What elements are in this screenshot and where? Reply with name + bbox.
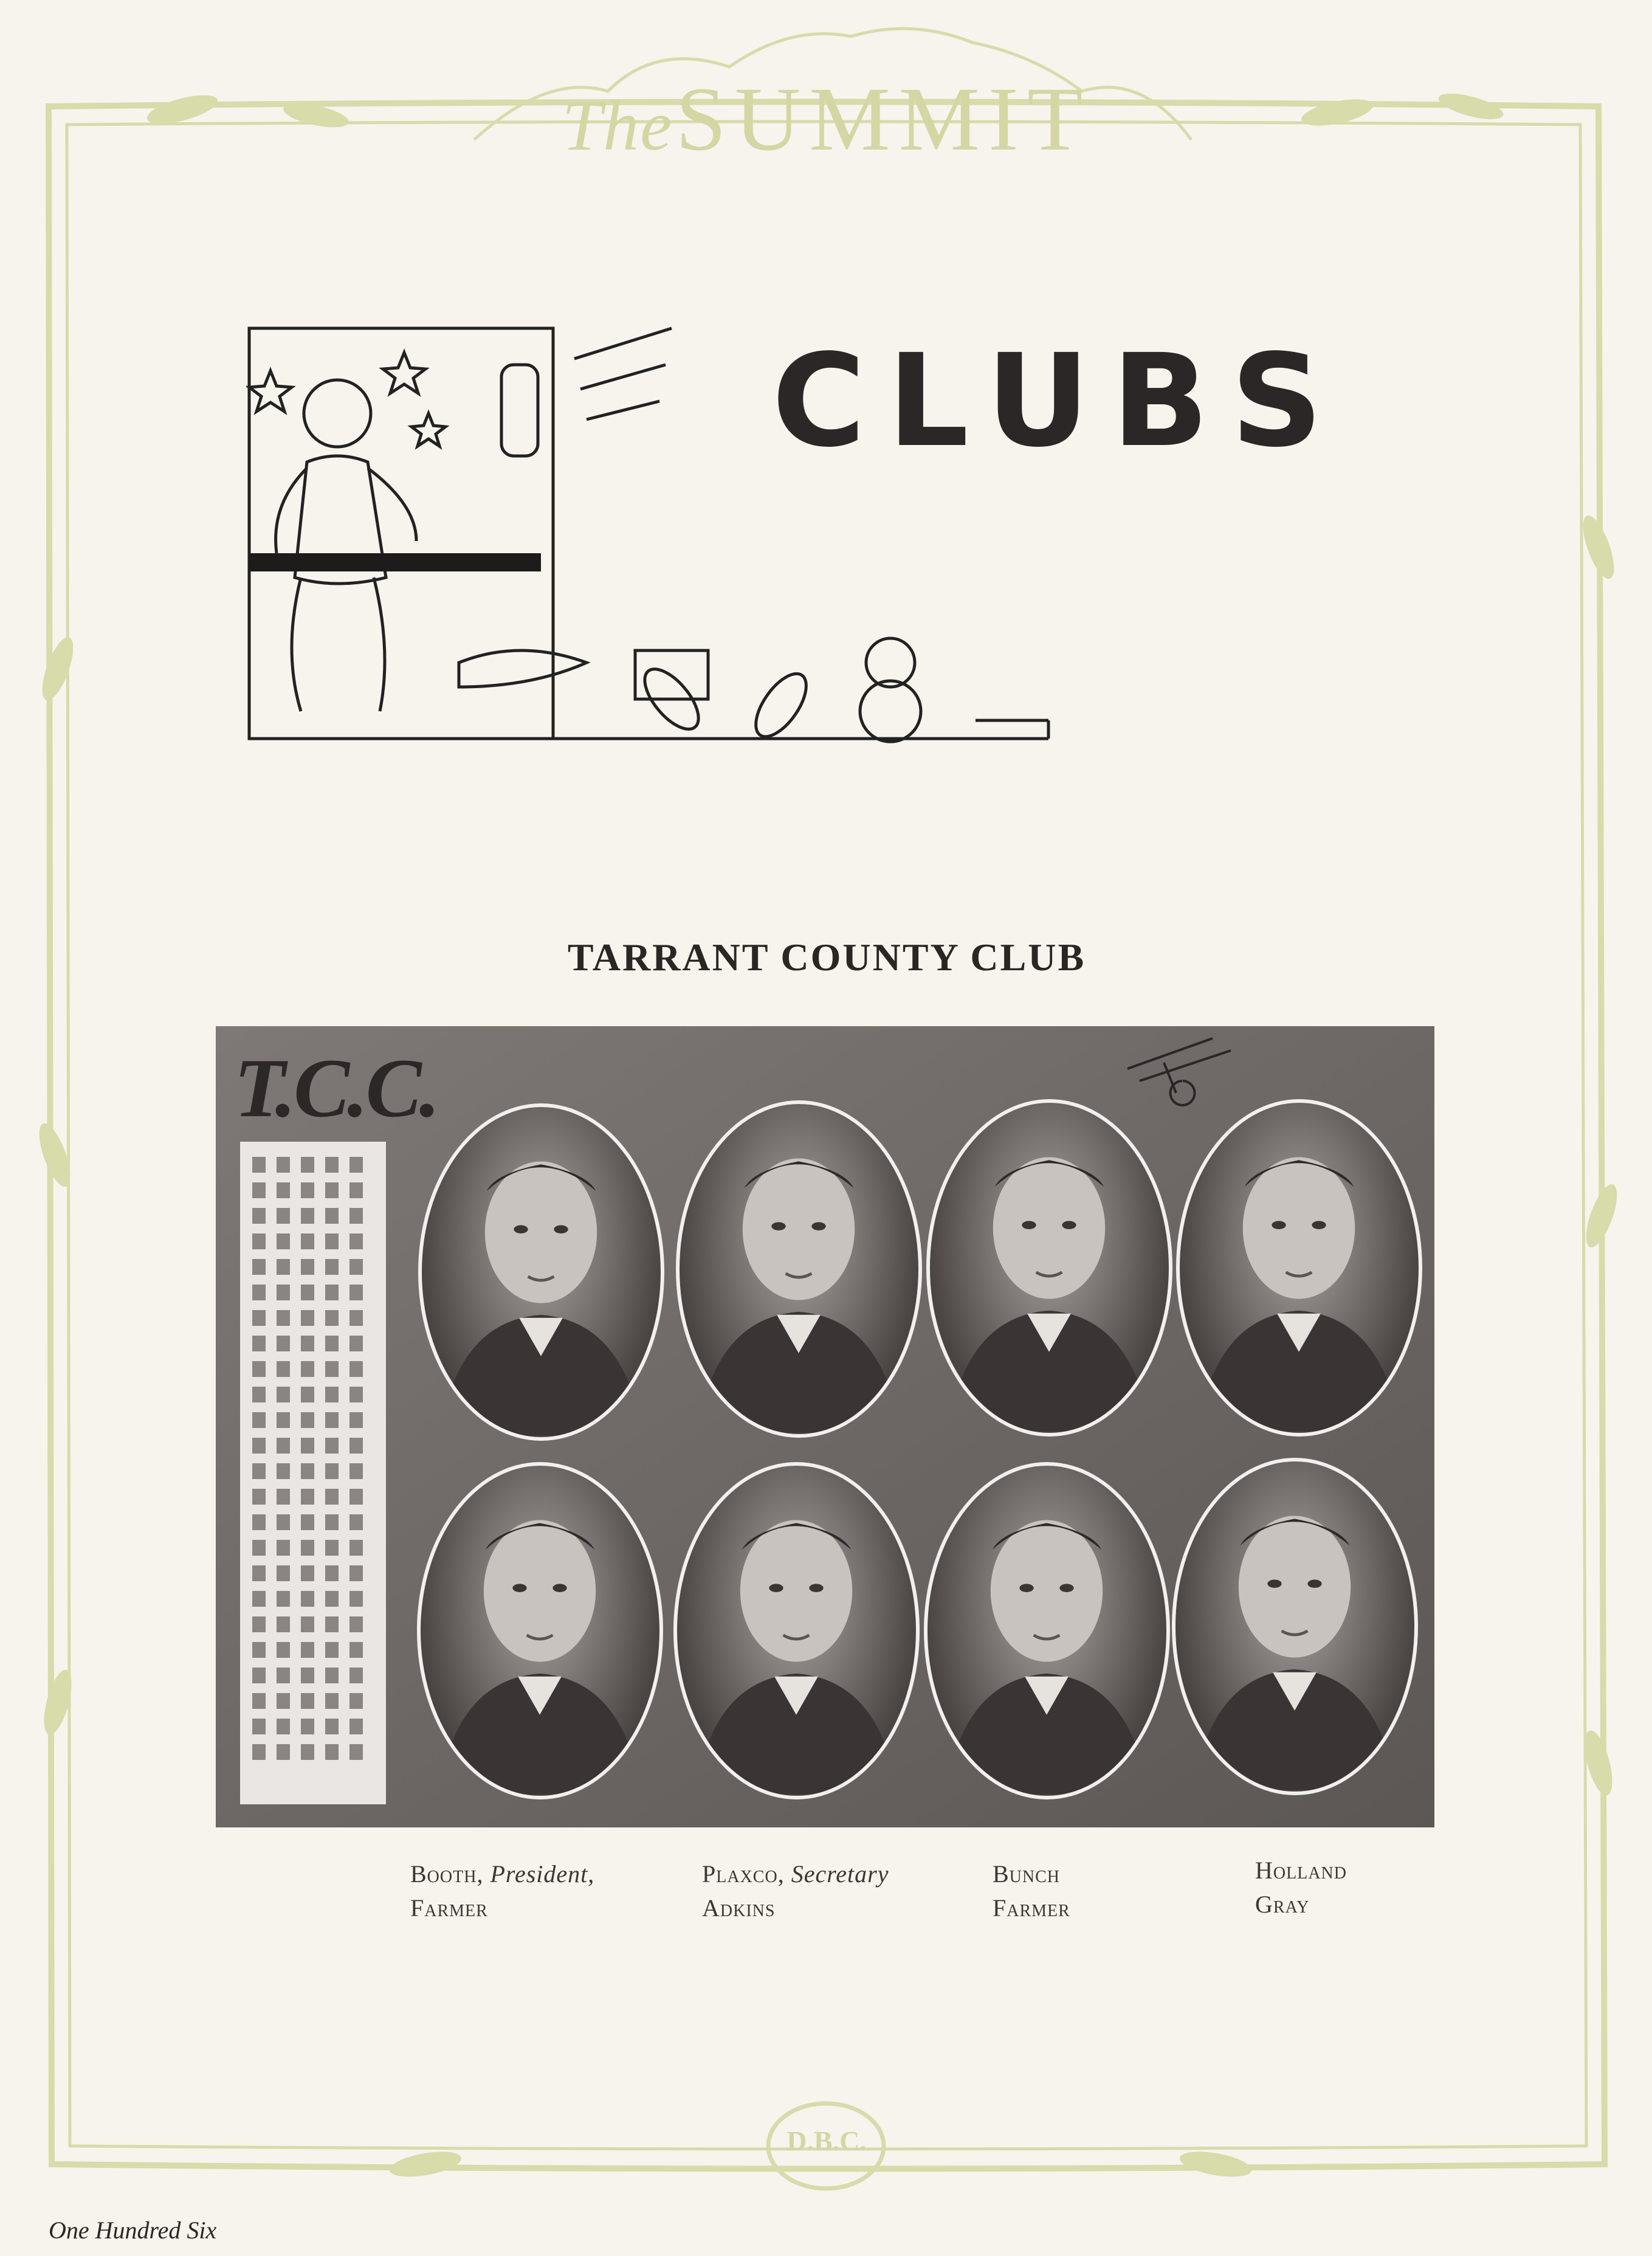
club-initials: T.C.C. [234, 1041, 438, 1134]
skyscraper-window [252, 1259, 266, 1275]
skyscraper-window [349, 1489, 363, 1505]
skyscraper-window [252, 1616, 266, 1632]
page-number: One Hundred Six [49, 2216, 217, 2244]
skyscraper-window [349, 1693, 363, 1709]
portrait-gray [1172, 1458, 1418, 1795]
skyscraper-window [252, 1668, 266, 1683]
caption-column-4 [1255, 1854, 1347, 1922]
skyscraper-window [252, 1387, 266, 1402]
skyscraper-window [252, 1591, 266, 1607]
skyscraper-window [252, 1463, 266, 1479]
skyscraper-window [252, 1514, 266, 1530]
skyscraper-window [325, 1540, 339, 1556]
caption-column-3 [993, 1857, 1070, 1925]
portrait-silhouette [928, 1466, 1166, 1796]
skyscraper-window [349, 1744, 363, 1760]
skyscraper-window [301, 1336, 314, 1351]
skyscraper-window [349, 1540, 363, 1556]
skyscraper-window [252, 1233, 266, 1249]
skyscraper-window [252, 1157, 266, 1173]
caption-name: Bunch [993, 1860, 1061, 1888]
caption-role: President, [490, 1860, 595, 1888]
caption-name: Gray [1255, 1891, 1310, 1918]
skyscraper-window [252, 1208, 266, 1224]
skyscraper-window [349, 1285, 363, 1300]
skyscraper-window [325, 1233, 339, 1249]
skyscraper-window [277, 1719, 290, 1734]
portrait-silhouette [680, 1104, 918, 1434]
portrait-silhouette [422, 1107, 661, 1437]
skyscraper-window [325, 1438, 339, 1454]
skyscraper-window [301, 1438, 314, 1454]
skyscraper-window [277, 1233, 290, 1249]
skyscraper-window [277, 1285, 290, 1300]
skyscraper-window [349, 1719, 363, 1734]
skyscraper-window [325, 1744, 339, 1760]
skyscraper-window [277, 1668, 290, 1683]
skyscraper-window [301, 1208, 314, 1224]
skyscraper-window [349, 1361, 363, 1377]
skyscraper-window [277, 1412, 290, 1428]
skyscraper-window [349, 1157, 363, 1173]
skyscraper-window [325, 1310, 339, 1326]
portrait-holland [1176, 1099, 1422, 1437]
skyscraper-window [325, 1693, 339, 1709]
skyscraper-window [252, 1719, 266, 1734]
caption-name: Adkins [702, 1894, 776, 1922]
skyscraper-window [325, 1591, 339, 1607]
skyscraper-window [325, 1719, 339, 1734]
skyscraper-window [325, 1463, 339, 1479]
skyscraper-window [349, 1336, 363, 1351]
skyscraper-window [349, 1616, 363, 1632]
skyscraper-window [301, 1157, 314, 1173]
skyscraper-window [349, 1438, 363, 1454]
skyscraper-window [252, 1693, 266, 1709]
skyscraper-window [252, 1438, 266, 1454]
skyscraper-window [349, 1642, 363, 1658]
skyscraper-window [252, 1412, 266, 1428]
skyscraper-window [301, 1463, 314, 1479]
skyscraper-window [252, 1182, 266, 1198]
skyscraper-window [277, 1693, 290, 1709]
skyscraper-window [301, 1259, 314, 1275]
skyscraper-window [301, 1361, 314, 1377]
portrait-silhouette [930, 1103, 1169, 1433]
caption-role: Secretary [791, 1860, 889, 1888]
skyscraper-window [325, 1514, 339, 1530]
caption-name: Holland [1255, 1857, 1347, 1884]
skyscraper-window [349, 1310, 363, 1326]
skyscraper-window [325, 1208, 339, 1224]
skyscraper-window [349, 1182, 363, 1198]
skyscraper-window [349, 1387, 363, 1402]
skyscraper-window [277, 1489, 290, 1505]
skyscraper-window [252, 1489, 266, 1505]
skyscraper-window [277, 1642, 290, 1658]
skyscraper-window [301, 1642, 314, 1658]
skyscraper-window [277, 1591, 290, 1607]
skyscraper-window [349, 1591, 363, 1607]
skyscraper-window [301, 1182, 314, 1198]
portrait-bunch [926, 1099, 1172, 1437]
portrait-silhouette [421, 1466, 659, 1796]
skyscraper-window [325, 1489, 339, 1505]
skyscraper-window [252, 1361, 266, 1377]
club-name: TARRANT COUNTY CLUB [567, 936, 1086, 979]
skyscraper-window [252, 1336, 266, 1351]
portrait-adkins [673, 1462, 920, 1799]
skyscraper-window [325, 1616, 339, 1632]
skyscraper-drawing [240, 1142, 386, 1804]
skyscraper-window [325, 1285, 339, 1300]
skyscraper-window [301, 1285, 314, 1300]
skyscraper-window [349, 1233, 363, 1249]
skyscraper-window [301, 1489, 314, 1505]
title-summit: SUMMIT [675, 69, 1092, 170]
skyscraper-window [277, 1540, 290, 1556]
portrait-silhouette [1175, 1461, 1414, 1792]
portrait-silhouette [677, 1466, 916, 1796]
portrait-silhouette [1180, 1103, 1419, 1433]
skyscraper-window [301, 1719, 314, 1734]
skyscraper-window [277, 1514, 290, 1530]
skyscraper-window [325, 1387, 339, 1402]
skyscraper-window [325, 1259, 339, 1275]
skyscraper-window [349, 1565, 363, 1581]
skyscraper-window [301, 1565, 314, 1581]
skyscraper-window [349, 1463, 363, 1479]
title-the: The [562, 86, 673, 165]
skyscraper-window [252, 1565, 266, 1581]
skyscraper-window [301, 1616, 314, 1632]
skyscraper-window [301, 1310, 314, 1326]
skyscraper-window [277, 1565, 290, 1581]
skyscraper-window [325, 1412, 339, 1428]
portrait-farmer-2 [924, 1462, 1170, 1799]
caption-name: Farmer [410, 1894, 488, 1922]
skyscraper-window [349, 1259, 363, 1275]
skyscraper-window [252, 1540, 266, 1556]
skyscraper-window [349, 1208, 363, 1224]
section-title: CLUBS [772, 326, 1345, 475]
skyscraper-window [301, 1540, 314, 1556]
skyscraper-window [325, 1336, 339, 1351]
portrait-plaxco [676, 1100, 922, 1438]
skyscraper-window [325, 1361, 339, 1377]
skyscraper-window [301, 1514, 314, 1530]
skyscraper-window [277, 1361, 290, 1377]
skyscraper-window [301, 1668, 314, 1683]
skyscraper-window [277, 1182, 290, 1198]
skyscraper-window [325, 1642, 339, 1658]
skyscraper-window [349, 1668, 363, 1683]
skyscraper-window [277, 1208, 290, 1224]
portrait-captions [0, 1857, 1652, 1936]
skyscraper-window [301, 1233, 314, 1249]
caption-name: Farmer [993, 1894, 1070, 1922]
caption-column-1 [410, 1857, 594, 1925]
skyscraper-window [277, 1616, 290, 1632]
skyscraper-window [349, 1514, 363, 1530]
monogram: D.B.C. [786, 2125, 867, 2156]
skyscraper-window [277, 1157, 290, 1173]
skyscraper-window [325, 1182, 339, 1198]
skyscraper-window [277, 1336, 290, 1351]
portrait-farmer-1 [417, 1462, 663, 1799]
skyscraper-window [349, 1412, 363, 1428]
caption-column-2 [702, 1857, 889, 1925]
skyscraper-window [277, 1463, 290, 1479]
portrait-booth [418, 1103, 664, 1441]
skyscraper-window [277, 1387, 290, 1402]
skyscraper-window [325, 1565, 339, 1581]
skyscraper-window [325, 1668, 339, 1683]
skyscraper-window [277, 1259, 290, 1275]
skyscraper-window [277, 1438, 290, 1454]
skyscraper-window [277, 1744, 290, 1760]
skyscraper-window [301, 1412, 314, 1428]
caption-name: Booth, [410, 1860, 484, 1888]
skyscraper-window [252, 1285, 266, 1300]
skyscraper-window [301, 1387, 314, 1402]
yearbook-title [511, 67, 1143, 170]
skyscraper-window [252, 1744, 266, 1760]
skyscraper-window [301, 1744, 314, 1760]
caption-name: Plaxco, [702, 1860, 785, 1888]
skyscraper-window [301, 1693, 314, 1709]
skyscraper-window [252, 1310, 266, 1326]
skyscraper-window [252, 1642, 266, 1658]
skyscraper-window [325, 1157, 339, 1173]
skyscraper-window [277, 1310, 290, 1326]
skyscraper-window [301, 1591, 314, 1607]
